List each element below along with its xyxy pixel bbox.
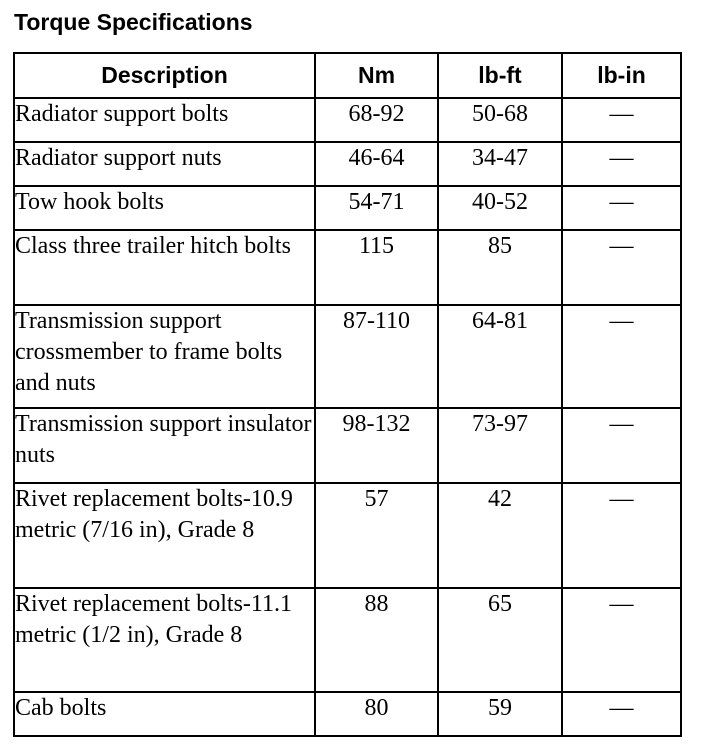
nm-cell: 87-110 bbox=[315, 305, 438, 408]
description-cell: Rivet replacement bolts-10.9 metric (7/16 in), Grade 8 bbox=[14, 483, 315, 588]
lb-ft-cell: 42 bbox=[438, 483, 562, 588]
lb-ft-cell: 34-47 bbox=[438, 142, 562, 186]
description-cell: Tow hook bolts bbox=[14, 186, 315, 230]
description-cell: Transmission support crossmember to frame bolts and nuts bbox=[14, 305, 315, 408]
description-cell: Radiator support nuts bbox=[14, 142, 315, 186]
lb-in-cell: — bbox=[562, 483, 681, 588]
lb-in-cell: — bbox=[562, 230, 681, 305]
lb-ft-cell: 64-81 bbox=[438, 305, 562, 408]
lb-in-cell: — bbox=[562, 142, 681, 186]
table-row bbox=[14, 98, 681, 142]
description-cell: Radiator support bolts bbox=[14, 98, 315, 142]
nm-cell: 54-71 bbox=[315, 186, 438, 230]
table-row bbox=[14, 588, 681, 692]
nm-cell: 80 bbox=[315, 692, 438, 736]
nm-cell: 98-132 bbox=[315, 408, 438, 483]
description-cell: Class three trailer hitch bolts bbox=[14, 230, 315, 305]
description-cell: Rivet replacement bolts-11.1 metric (1/2 in), Grade 8 bbox=[14, 588, 315, 692]
table-row bbox=[14, 142, 681, 186]
nm-cell: 68-92 bbox=[315, 98, 438, 142]
description-cell: Cab bolts bbox=[14, 692, 315, 736]
table-row bbox=[14, 483, 681, 588]
lb-ft-cell: 85 bbox=[438, 230, 562, 305]
nm-cell: 46-64 bbox=[315, 142, 438, 186]
nm-cell: 88 bbox=[315, 588, 438, 692]
lb-in-cell: — bbox=[562, 692, 681, 736]
page-title: Torque Specifications bbox=[14, 9, 253, 35]
lb-in-cell: — bbox=[562, 305, 681, 408]
lb-ft-cell: 40-52 bbox=[438, 186, 562, 230]
table-row bbox=[14, 692, 681, 736]
lb-ft-cell: 59 bbox=[438, 692, 562, 736]
lb-in-cell: — bbox=[562, 588, 681, 692]
table-row bbox=[14, 230, 681, 305]
description-cell: Transmission support insulator nuts bbox=[14, 408, 315, 483]
column-header-nm: Nm bbox=[315, 53, 438, 98]
nm-cell: 115 bbox=[315, 230, 438, 305]
table-row bbox=[14, 408, 681, 483]
table-row bbox=[14, 305, 681, 408]
lb-in-cell: — bbox=[562, 408, 681, 483]
lb-ft-cell: 50-68 bbox=[438, 98, 562, 142]
column-header-description: Description bbox=[14, 53, 315, 98]
lb-ft-cell: 73-97 bbox=[438, 408, 562, 483]
column-header-lb-ft: lb-ft bbox=[438, 53, 562, 98]
torque-spec-table bbox=[13, 52, 682, 737]
table-header-row bbox=[14, 53, 681, 98]
lb-in-cell: — bbox=[562, 186, 681, 230]
nm-cell: 57 bbox=[315, 483, 438, 588]
lb-in-cell: — bbox=[562, 98, 681, 142]
table-row bbox=[14, 186, 681, 230]
lb-ft-cell: 65 bbox=[438, 588, 562, 692]
column-header-lb-in: lb-in bbox=[562, 53, 681, 98]
